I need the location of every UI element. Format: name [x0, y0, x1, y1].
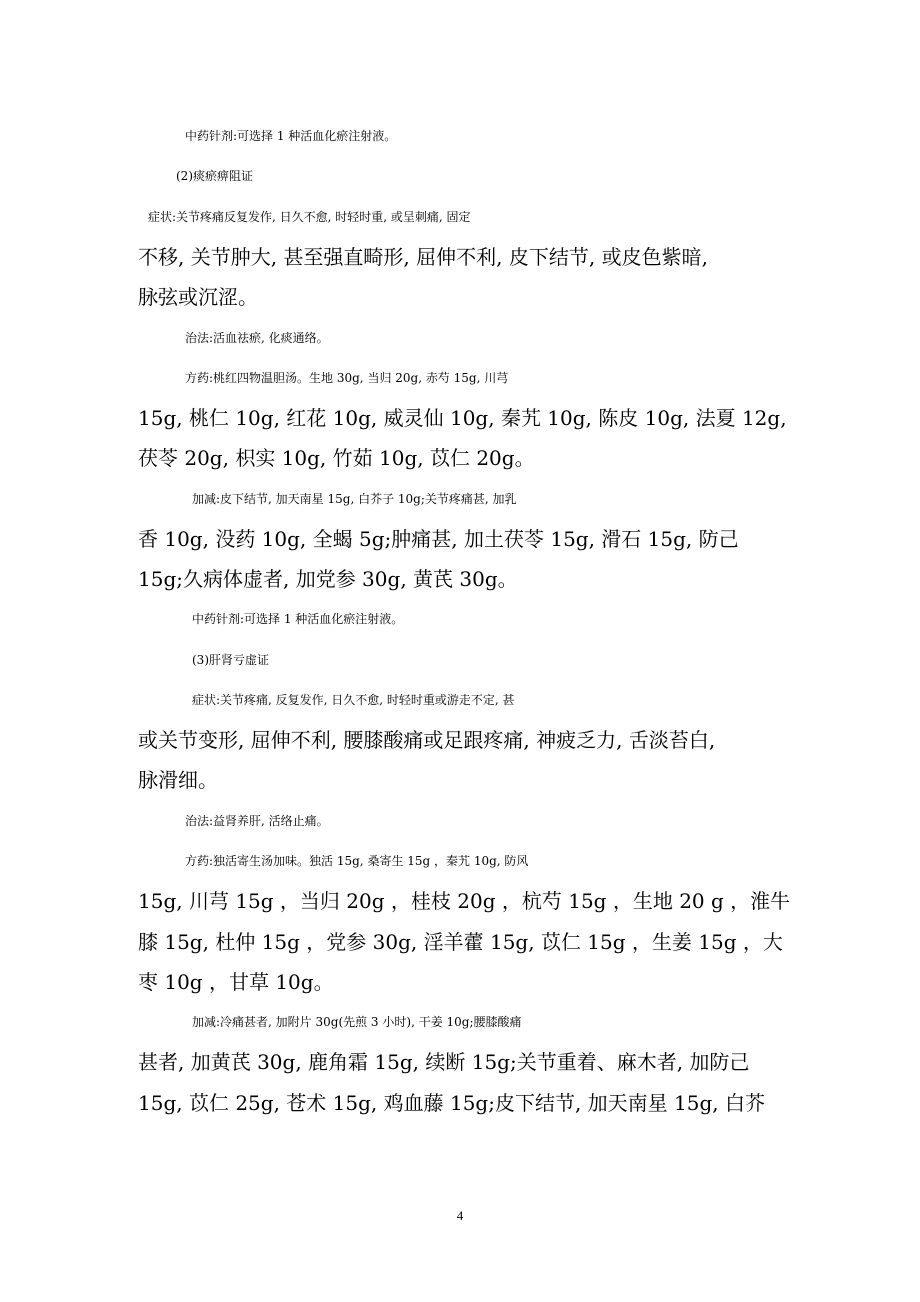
text-line: 15g, 桃仁 10g, 红花 10g, 威灵仙 10g, 秦艽 10g, 陈皮 10g, 法夏 12g, — [138, 406, 787, 430]
text-line: 方药:桃红四物温胆汤。生地 30g, 当归 20g, 赤芍 15g, 川芎 — [185, 371, 509, 385]
text-line: 加减:冷痛甚者, 加附片 30g(先煎 3 小时), 干姜 10g;腰膝酸痛 — [192, 1015, 522, 1029]
text-line: 方药:独活寄生汤加味。独活 15g, 桑寄生 15g ，秦艽 10g, 防风 — [185, 854, 529, 868]
section-heading: (2)痰瘀痹阻证 — [176, 169, 253, 183]
text-line: 脉弦或沉涩。 — [138, 285, 258, 309]
text-line: 甚者, 加黄芪 30g, 鹿角霜 15g, 续断 15g;关节重着、麻木者, 加防己 — [138, 1050, 750, 1074]
text-line: 15g;久病体虚者, 加党参 30g, 黄芪 30g。 — [138, 567, 518, 591]
text-line: 中药针剂:可选择 1 种活血化瘀注射液。 — [192, 612, 404, 626]
text-line: 枣 10g ，甘草 10g。 — [138, 970, 334, 994]
text-line: 加减:皮下结节, 加天南星 15g, 白芥子 10g;关节疼痛甚, 加乳 — [192, 492, 517, 506]
text-line: 茯苓 20g, 枳实 10g, 竹茹 10g, 苡仁 20g。 — [138, 446, 535, 470]
text-line: 中药针剂:可选择 1 种活血化瘀注射液。 — [185, 129, 397, 143]
text-line: 治法:益肾养肝, 活络止痛。 — [185, 814, 329, 828]
page-number: 4 — [456, 1208, 464, 1223]
text-line: 或关节变形, 屈伸不利, 腰膝酸痛或足跟疼痛, 神疲乏力, 舌淡苔白, — [138, 728, 716, 752]
text-line: 症状:关节疼痛, 反复发作, 日久不愈, 时轻时重或游走不定, 甚 — [192, 693, 515, 707]
text-line: 治法:活血祛瘀, 化痰通络。 — [185, 331, 329, 345]
section-heading: (3)肝肾亏虚证 — [192, 653, 269, 667]
text-line: 15g, 川芎 15g ，当归 20g ，桂枝 20g ，杭芍 15g ，生地 20 g ，淮牛 — [138, 889, 791, 913]
text-line: 脉滑细。 — [138, 768, 218, 792]
text-line: 香 10g, 没药 10g, 全蝎 5g;肿痛甚, 加土茯苓 15g, 滑石 15g, 防己 — [138, 527, 739, 551]
text-line: 症状:关节疼痛反复发作, 日久不愈, 时轻时重, 或呈刺痛, 固定 — [148, 210, 471, 224]
text-line: 不移, 关节肿大, 甚至强直畸形, 屈伸不利, 皮下结节, 或皮色紫暗, — [138, 245, 708, 269]
text-line: 15g, 苡仁 25g, 苍术 15g, 鸡血藤 15g;皮下结节, 加天南星 15g, 白芥 — [138, 1091, 766, 1115]
text-line: 膝 15g, 杜仲 15g ，党参 30g, 淫羊藿 15g, 苡仁 15g ，生姜 15g ，大 — [138, 930, 783, 954]
